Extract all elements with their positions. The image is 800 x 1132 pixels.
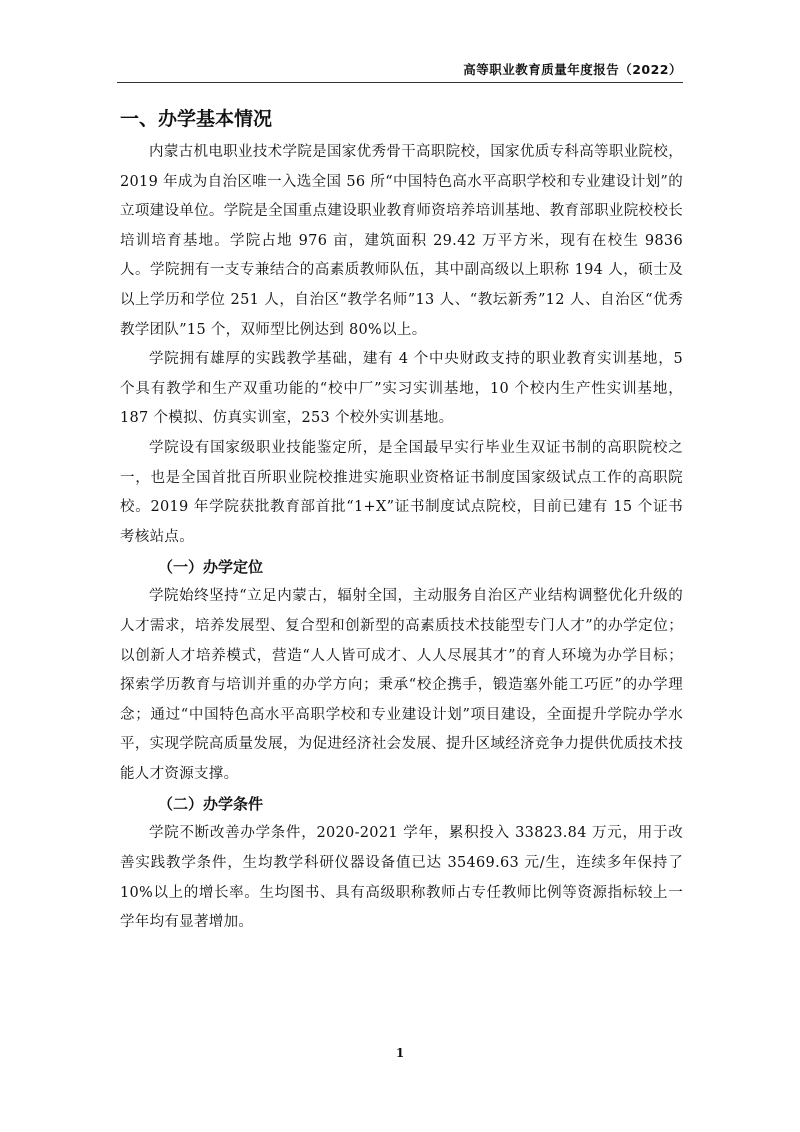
header-divider <box>117 82 683 83</box>
section-heading: 一、办学基本情况 <box>120 108 273 130</box>
paragraph-certification: 学院设有国家级职业技能鉴定所，是全国最早实行毕业生双证书制的高职院校之一，也是全国首批百所职业院校推进实施职业资格证书制度国家级试点工作的高职院校。2019 年学院获批教育部首批“1+X”证书制度试点院校，目前已建有 15 个证书考核站点。 <box>120 439 683 545</box>
subsection-heading-conditions: （二）办学条件 <box>158 795 264 814</box>
paragraph-overview: 内蒙古机电职业技术学院是国家优秀骨干高职院校，国家优质专科高等职业院校，2019 年成为自治区唯一入选全国 56 所“中国特色高水平高职学校和专业建设计划”的立项建设单位。学院是全国重点建设职业教育师资培养培训基地、教育部职业院校校长培训培育基地。学院占地 976 亩，建筑面积 29.42 万平方米，现有在校生 9836 人。学院拥有一支专兼结合的高素质教师队伍，其中副高级以上职称 194 人，硕士及以上学历和学位 251 人，自治区“教学名师”13 人、“教坛新秀”12 人、自治区“优秀教学团队”15 个，双师型比例达到 80%以上。 <box>120 144 683 338</box>
paragraph-conditions: 学院不断改善办学条件，2020-2021 学年，累积投入 33823.84 万元，用于改善实践教学条件，生均教学科研仪器设备值已达 35469.63 元/生，连续多年保持了 10%以上的增长率。生均图书、具有高级职称教师占专任教师比例等资源指标较上一学年均有显著增加。 <box>120 825 683 931</box>
subsection-heading-positioning: （一）办学定位 <box>158 558 264 577</box>
running-header: 高等职业教育质量年度报告（2022） <box>463 62 682 77</box>
page-body <box>120 100 683 938</box>
paragraph-practice-base: 学院拥有雄厚的实践教学基础，建有 4 个中央财政支持的职业教育实训基地，5 个具有教学和生产双重功能的“校中厂”实习实训基地，10 个校内生产性实训基地，187 个模拟、仿真实训室，253 个校外实训基地。 <box>120 351 683 427</box>
page-number: 1 <box>395 1046 405 1060</box>
paragraph-positioning: 学院始终坚持“立足内蒙古，辐射全国，主动服务自治区产业结构调整优化升级的人才需求，培养发展型、复合型和创新型的高素质技术技能型专门人才”的办学定位；以创新人才培养模式，营造“人人皆可成才、人人尽展其才”的育人环境为办学目标；探索学历教育与培训并重的办学方向；秉承“校企携手，锻造塞外能工巧匠”的办学理念；通过“中国特色高水平高职学校和专业建设计划”项目建设，全面提升学院办学水平，实现学院高质量发展，为促进经济社会发展、提升区域经济竞争力提供优质技术技能人才资源支撑。 <box>120 588 683 782</box>
